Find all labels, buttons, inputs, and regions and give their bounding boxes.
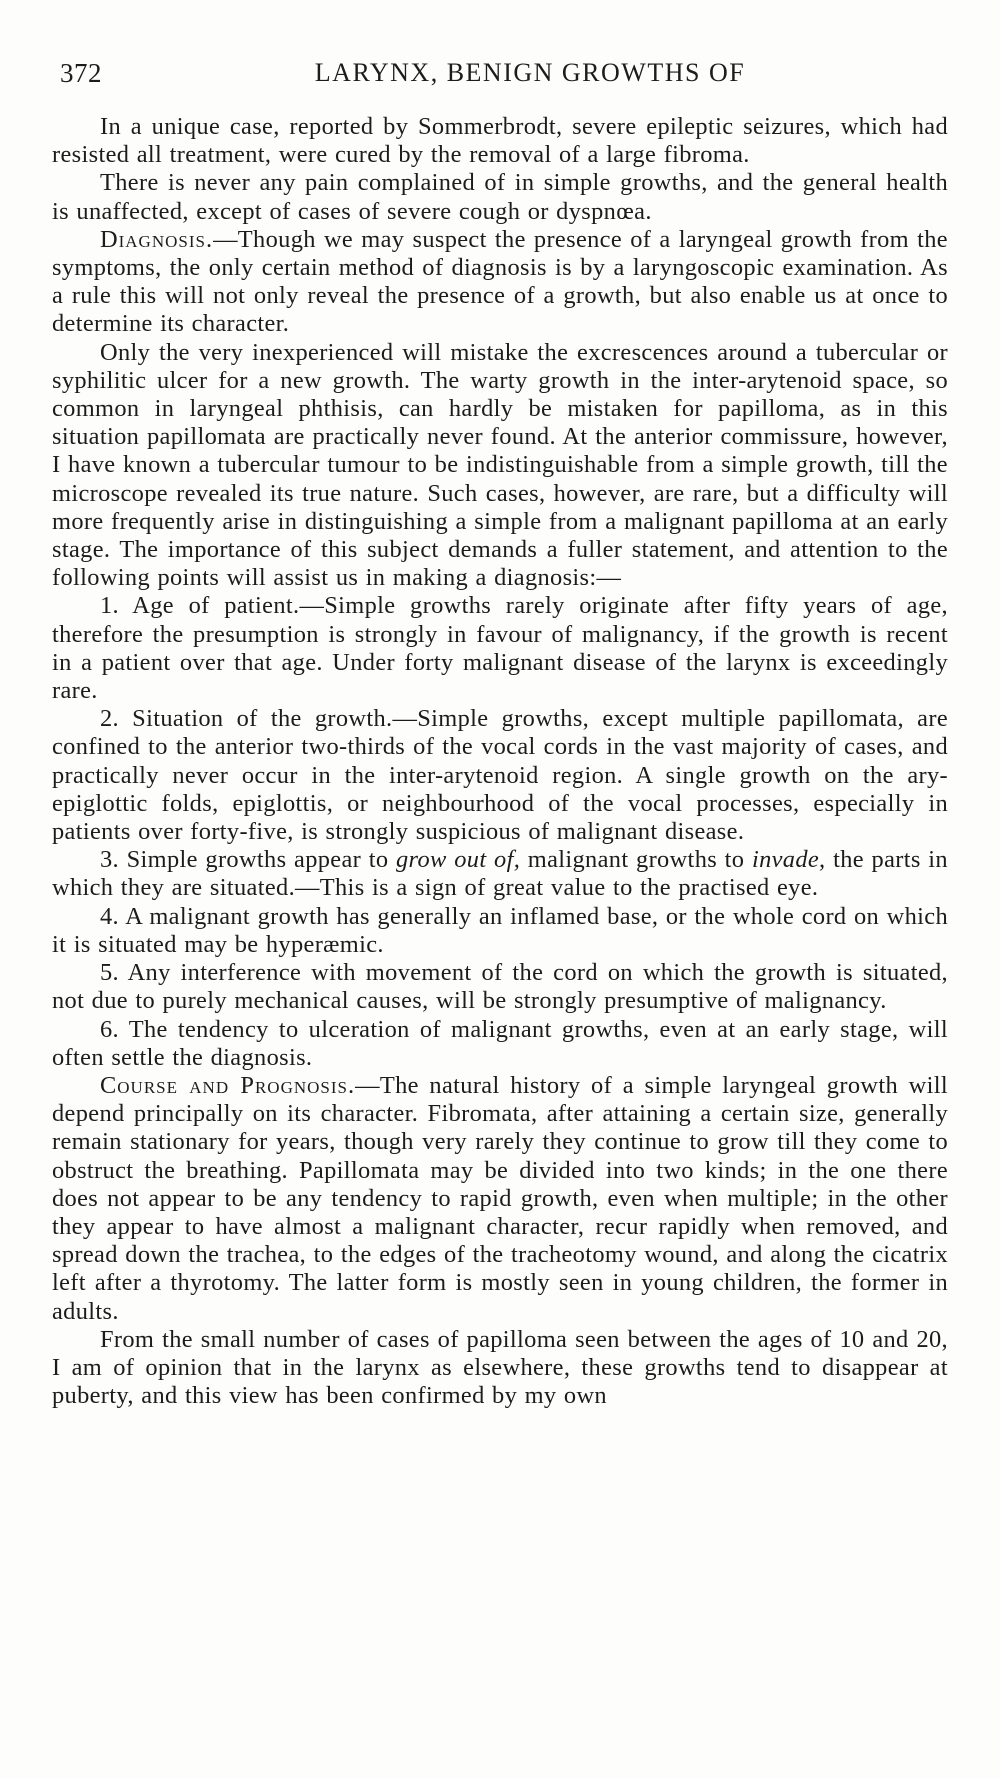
paragraph-course-prognosis-text: —The natural history of a simple laryngeal growth will depend principally on its character. Fibromata, after attaining a certain size, generally remain stationary for years, though very rarely they continue to grow till they come to obstruct the breathing. Papillomata may be divided into two kinds; in the one there does not appear to be any tendency to rapid growth, even when multiple; in the other they appear to have almost a malignant character, recur rapidly when removed, and spread down the trachea, to the edges of the tracheotomy wound, and along the cicatrix left after a thyrotomy. The latter form is mostly seen in young children, the former in adults.: [52, 1071, 948, 1325]
running-title: LARYNX, BENIGN GROWTHS OF: [314, 58, 746, 87]
list-item-grow-invade-part-b: malignant growths to: [520, 846, 752, 874]
list-item-situation: 2. Situation of the growth.—Simple growths, except multiple papillomata, are confined to the anterior two-thirds of the vocal cords in the vast majority of cases, and practically never occur in the inter-arytenoid region. A single growth on the ary-epiglottic folds, epiglottis, or neighbourhood of the vocal processes, especially in patients over forty-five, is strongly suspicious of malignant disease.: [52, 705, 948, 846]
paragraph-epileptic-case: In a unique case, reported by Sommerbrodt, severe epileptic seizures, which had resisted all treatment, were cured by the removal of a large fibroma.: [52, 113, 948, 169]
list-item-grow-invade-part-c: the parts in which they are situated.—This is a sign of great value to the practised eye.: [52, 846, 948, 902]
list-item-grow-invade-part-a: 3. Simple growths appear to: [100, 846, 396, 874]
paragraph-course-prognosis: [52, 1072, 948, 1326]
page-number: 372: [60, 58, 102, 88]
paragraph-puberty: From the small number of cases of papilloma seen between the ages of 10 and 20, I am of opinion that in the larynx as elsewhere, these growths tend to disappear at puberty, and this view has been confirmed by my own: [52, 1325, 948, 1410]
paragraph-pain: There is never any pain complained of in simple growths, and the general health is unaffected, except of cases of severe cough or dyspnœa.: [52, 169, 948, 225]
list-item-movement: 5. Any interference with movement of the cord on which the growth is situated, not due to purely mechanical causes, will be strongly presumptive of malignancy.: [52, 959, 948, 1015]
emphasis-grow-out-of: grow out of,: [395, 846, 521, 874]
list-item-inflamed-base: 4. A malignant growth has generally an inflamed base, or the whole cord on which it is situated may be hyperæmic.: [52, 902, 948, 958]
emphasis-invade: invade,: [751, 846, 826, 874]
list-item-ulceration: 6. The tendency to ulceration of malignant growths, even at an early stage, will often settle the diagnosis.: [52, 1015, 948, 1071]
list-item-grow-invade: [52, 846, 948, 902]
section-heading-diagnosis: Diagnosis.: [100, 225, 214, 253]
body-text: [52, 113, 948, 1410]
paragraph-diagnosis-text: —Though we may suspect the presence of a laryngeal growth from the symptoms, the only certain method of diagnosis is by a laryngoscopic examination. As a rule this will not only reveal the presence of a growth, but also enable us at once to determine its character.: [52, 225, 948, 338]
page-header: [60, 58, 940, 98]
section-heading-course-prognosis: Course and Prognosis.: [100, 1071, 356, 1099]
paragraph-diagnosis: [52, 226, 948, 339]
paragraph-mistakes: Only the very inexperienced will mistake the excrescences around a tubercular or syphilitic ulcer for a new growth. The warty growth in the inter-arytenoid space, so common in laryngeal phthisis, can hardly be mistaken for papilloma, as in this situation papillomata are practically never found. At the anterior commissure, however, I have known a tubercular tumour to be indistinguishable from a simple growth, till the microscope revealed its true nature. Such cases, however, are rare, but a difficulty will more frequently arise in distinguishing a simple from a malignant papilloma at an early stage. The importance of this subject demands a fuller statement, and attention to the following points will assist us in making a diagnosis:—: [52, 338, 948, 592]
list-item-age: 1. Age of patient.—Simple growths rarely originate after fifty years of age, therefore the presumption is strongly in favour of malignancy, if the growth is recent in a patient over that age. Under forty malignant disease of the larynx is exceedingly rare.: [52, 592, 948, 705]
